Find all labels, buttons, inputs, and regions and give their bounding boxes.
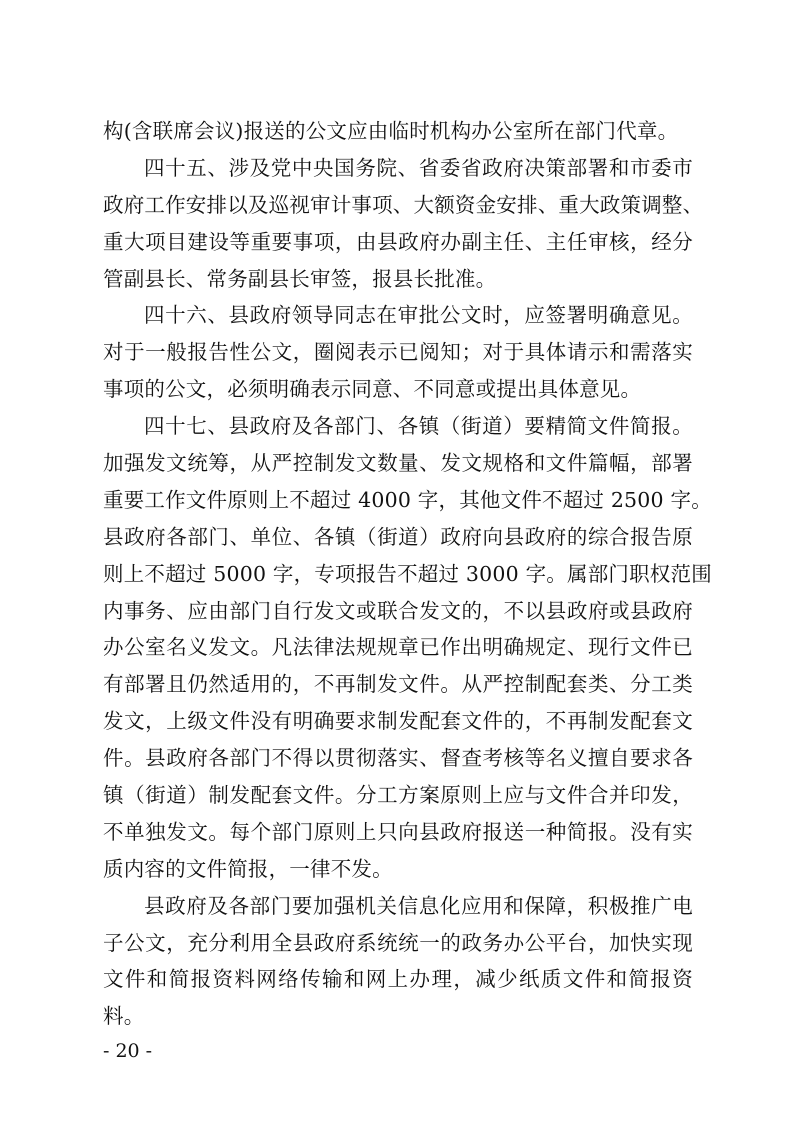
text-line: 对于一般报告性公文，圈阅表示已阅知；对于具体请示和需落实 [103, 340, 693, 365]
text-line: 子公文，充分利用全县政府系统统一的政务办公平台，加快实现 [103, 930, 693, 955]
paragraph [103, 888, 693, 1036]
text-line: 质内容的文件简报，一律不发。 [103, 856, 393, 881]
text-line: 管副县长、常务副县长审签，报县长批准。 [103, 266, 497, 291]
text-line: 县政府及各部门要加强机关信息化应用和保障，积极推广电 [144, 893, 693, 918]
text-line: 件。县政府各部门不得以贯彻落实、督查考核等名义擅自要求各 [103, 746, 693, 771]
text-line: 事项的公文，必须明确表示同意、不同意或提出具体意见。 [103, 377, 642, 402]
paragraph [103, 297, 693, 408]
text-line: 办公室名义发文。凡法律法规规章已作出明确规定、现行文件已 [103, 635, 693, 660]
text-line: 发文，上级文件没有明确要求制发配套文件的，不再制发配套文 [103, 709, 693, 734]
paragraph [103, 150, 704, 298]
text-line: 县政府各部门、单位、各镇（街道）政府向县政府的综合报告原 [103, 524, 693, 549]
text-line: 四十七、县政府及各部门、各镇（街道）要精简文件简报。 [144, 414, 693, 439]
text-line: 文件和简报资料网络传输和网上办理，减少纸质文件和简报资 [103, 967, 693, 992]
document-body [103, 113, 712, 1035]
text-line: 重大项目建设等重要事项，由县政府办副主任、主任审核，经分 [103, 229, 693, 254]
text-line: 加强发文统筹，从严控制发文数量、发文规格和文件篇幅，部署 [103, 451, 693, 476]
text-line: 四十五、涉及党中央国务院、省委省政府决策部署和市委市 [144, 155, 693, 180]
text-line: 四十六、县政府领导同志在审批公文时，应签署明确意见。 [144, 303, 693, 328]
text-line: 料。 [103, 1004, 145, 1029]
text-line: 有部署且仍然适用的，不再制发文件。从严控制配套类、分工类 [103, 672, 693, 697]
text-line: 构(含联席会议)报送的公文应由临时机构办公室所在部门代章。 [103, 119, 679, 143]
paragraph [103, 408, 712, 888]
text-line: 政府工作安排以及巡视审计事项、大额资金安排、重大政策调整、 [103, 192, 704, 217]
page-number: - 20 - [103, 1040, 153, 1062]
text-line: 内事务、应由部门自行发文或联合发文的，不以县政府或县政府 [103, 598, 693, 623]
text-line: 则上不超过 5000 字，专项报告不超过 3000 字。属部门职权范围 [103, 561, 712, 586]
paragraph [103, 113, 693, 150]
text-line: 重要工作文件原则上不超过 4000 字，其他文件不超过 2500 字。 [103, 487, 712, 512]
text-line: 不单独发文。每个部门原则上只向县政府报送一种简报。没有实 [103, 819, 693, 844]
text-line: 镇（街道）制发配套文件。分工方案原则上应与文件合并印发， [103, 783, 693, 808]
